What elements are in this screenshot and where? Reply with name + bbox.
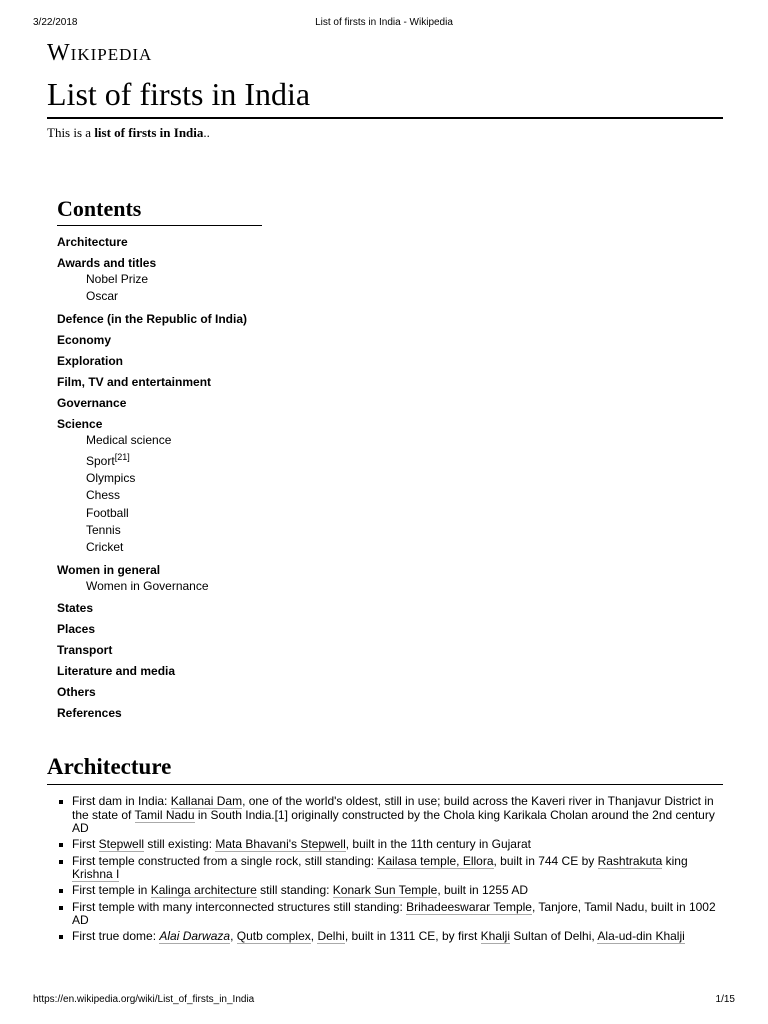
toc-subitem-chess[interactable]: Chess xyxy=(86,488,121,503)
link-mata-bhavani-stepwell[interactable]: Mata Bhavani's Stepwell xyxy=(215,837,346,852)
text: First xyxy=(72,837,99,852)
link-qutb-complex[interactable]: Qutb complex xyxy=(236,929,311,944)
link-kalinga-architecture[interactable]: Kalinga architecture xyxy=(150,883,257,898)
text: , built in 1311 CE, by first xyxy=(344,929,481,944)
print-page-number: 1/15 xyxy=(715,994,735,1005)
toc-subitem-women-governance[interactable]: Women in Governance xyxy=(86,578,209,593)
link-ala-ud-din-khalji[interactable]: Ala-ud-din Khalji xyxy=(597,929,685,944)
toc-list xyxy=(57,232,267,724)
toc-item-transport[interactable]: Transport xyxy=(57,642,113,657)
intro-pre: This is a xyxy=(47,125,95,140)
toc-subitem-cricket[interactable]: Cricket xyxy=(86,540,124,555)
print-url: https://en.wikipedia.org/wiki/List_of_firsts_in_India xyxy=(33,994,255,1005)
toc-subitem-olympics[interactable]: Olympics xyxy=(86,471,136,486)
toc-subitem-sport-label: Sport xyxy=(86,453,115,468)
link-kallanai-dam[interactable]: Kallanai Dam xyxy=(170,794,243,808)
sport-ref[interactable]: [21] xyxy=(114,451,130,462)
toc-subitem-medical[interactable]: Medical science xyxy=(86,432,172,447)
toc-item-science[interactable]: Science xyxy=(57,416,103,431)
toc-item-literature[interactable]: Literature and media xyxy=(57,663,176,678)
toc-item-economy[interactable]: Economy xyxy=(57,332,112,347)
link-stepwell[interactable]: Stepwell xyxy=(98,837,145,852)
wikipedia-logo[interactable]: Wikipedia xyxy=(47,40,153,66)
text: still standing: xyxy=(256,883,333,898)
toc-item-exploration[interactable]: Exploration xyxy=(57,353,124,368)
toc-item-architecture[interactable]: Architecture xyxy=(57,235,128,249)
text: First temple constructed from a single rock, still standing: xyxy=(72,853,378,868)
list-item xyxy=(72,855,722,882)
toc-subitem-nobel[interactable]: Nobel Prize xyxy=(86,272,149,286)
list-item xyxy=(72,930,722,944)
text: , built in 1255 AD xyxy=(437,883,529,898)
toc-subitem-tennis[interactable]: Tennis xyxy=(86,523,121,538)
table-of-contents xyxy=(57,196,267,724)
text: , xyxy=(310,929,318,944)
section-heading-architecture: Architecture xyxy=(47,752,723,785)
toc-item-places[interactable]: Places xyxy=(57,621,96,636)
text: , one of the world's oldest, still in use; build across the Kaveri river in Thanjavur District in the state of xyxy=(72,794,714,822)
link-krishna-i[interactable]: Krishna I xyxy=(72,867,120,882)
architecture-list xyxy=(72,795,722,947)
link-khalji[interactable]: Khalji xyxy=(480,929,511,944)
link-kailasa-temple[interactable]: Kailasa temple, Ellora xyxy=(377,853,494,868)
toc-item-women[interactable]: Women in general xyxy=(57,562,161,577)
text: First dam in India: xyxy=(72,794,171,808)
toc-item-governance[interactable]: Governance xyxy=(57,395,127,410)
text: First temple with many interconnected structures still standing: xyxy=(72,899,407,914)
toc-subitem-sport[interactable] xyxy=(86,449,267,470)
text: First true dome: xyxy=(72,929,160,944)
toc-item-defence[interactable]: Defence (in the Republic of India) xyxy=(57,311,248,326)
link-konark-sun-temple[interactable]: Konark Sun Temple xyxy=(332,883,438,898)
intro-bold-link[interactable]: list of firsts in India xyxy=(94,125,204,140)
toc-subitem-football[interactable]: Football xyxy=(86,505,129,520)
text: , Tanjore, Tamil Nadu, built in 1002 AD xyxy=(72,899,716,928)
link-alai-darwaza[interactable]: Alai Darwaza xyxy=(159,929,231,944)
list-item xyxy=(72,838,722,852)
list-item xyxy=(72,795,722,836)
link-delhi[interactable]: Delhi xyxy=(317,929,345,944)
text: in South India.[1] originally constructed by the Chola king Karikala Cholan around the 2nd century AD xyxy=(72,807,715,836)
page-title: List of firsts in India xyxy=(47,74,723,119)
link-rashtrakuta[interactable]: Rashtrakuta xyxy=(597,853,663,868)
list-item xyxy=(72,884,722,898)
toc-item-others[interactable]: Others xyxy=(57,684,96,699)
print-header xyxy=(0,17,768,31)
toc-title: Contents xyxy=(57,196,262,226)
toc-subitem-oscar[interactable]: Oscar xyxy=(86,289,119,304)
print-page-title: List of firsts in India - Wikipedia xyxy=(315,17,453,28)
link-tamil-nadu[interactable]: Tamil Nadu xyxy=(134,807,195,822)
intro-paragraph xyxy=(47,125,210,141)
toc-item-film[interactable]: Film, TV and entertainment xyxy=(57,374,212,389)
toc-item-states[interactable]: States xyxy=(57,600,94,615)
toc-item-references[interactable]: References xyxy=(57,705,122,720)
text: , built in the 11th century in Gujarat xyxy=(345,837,531,852)
toc-item-awards[interactable]: Awards and titles xyxy=(57,256,157,270)
text: Sultan of Delhi, xyxy=(510,929,598,944)
print-date: 3/22/2018 xyxy=(33,17,78,28)
print-footer xyxy=(0,994,768,1008)
text: still existing: xyxy=(144,837,216,852)
list-item xyxy=(72,901,722,928)
link-brihadeeswarar-temple[interactable]: Brihadeeswarar Temple xyxy=(406,899,532,914)
text: First temple in xyxy=(72,883,151,898)
intro-post: .. xyxy=(203,125,210,140)
text: , xyxy=(230,929,237,944)
text: king xyxy=(662,853,688,868)
text: , built in 744 CE by xyxy=(493,853,598,868)
